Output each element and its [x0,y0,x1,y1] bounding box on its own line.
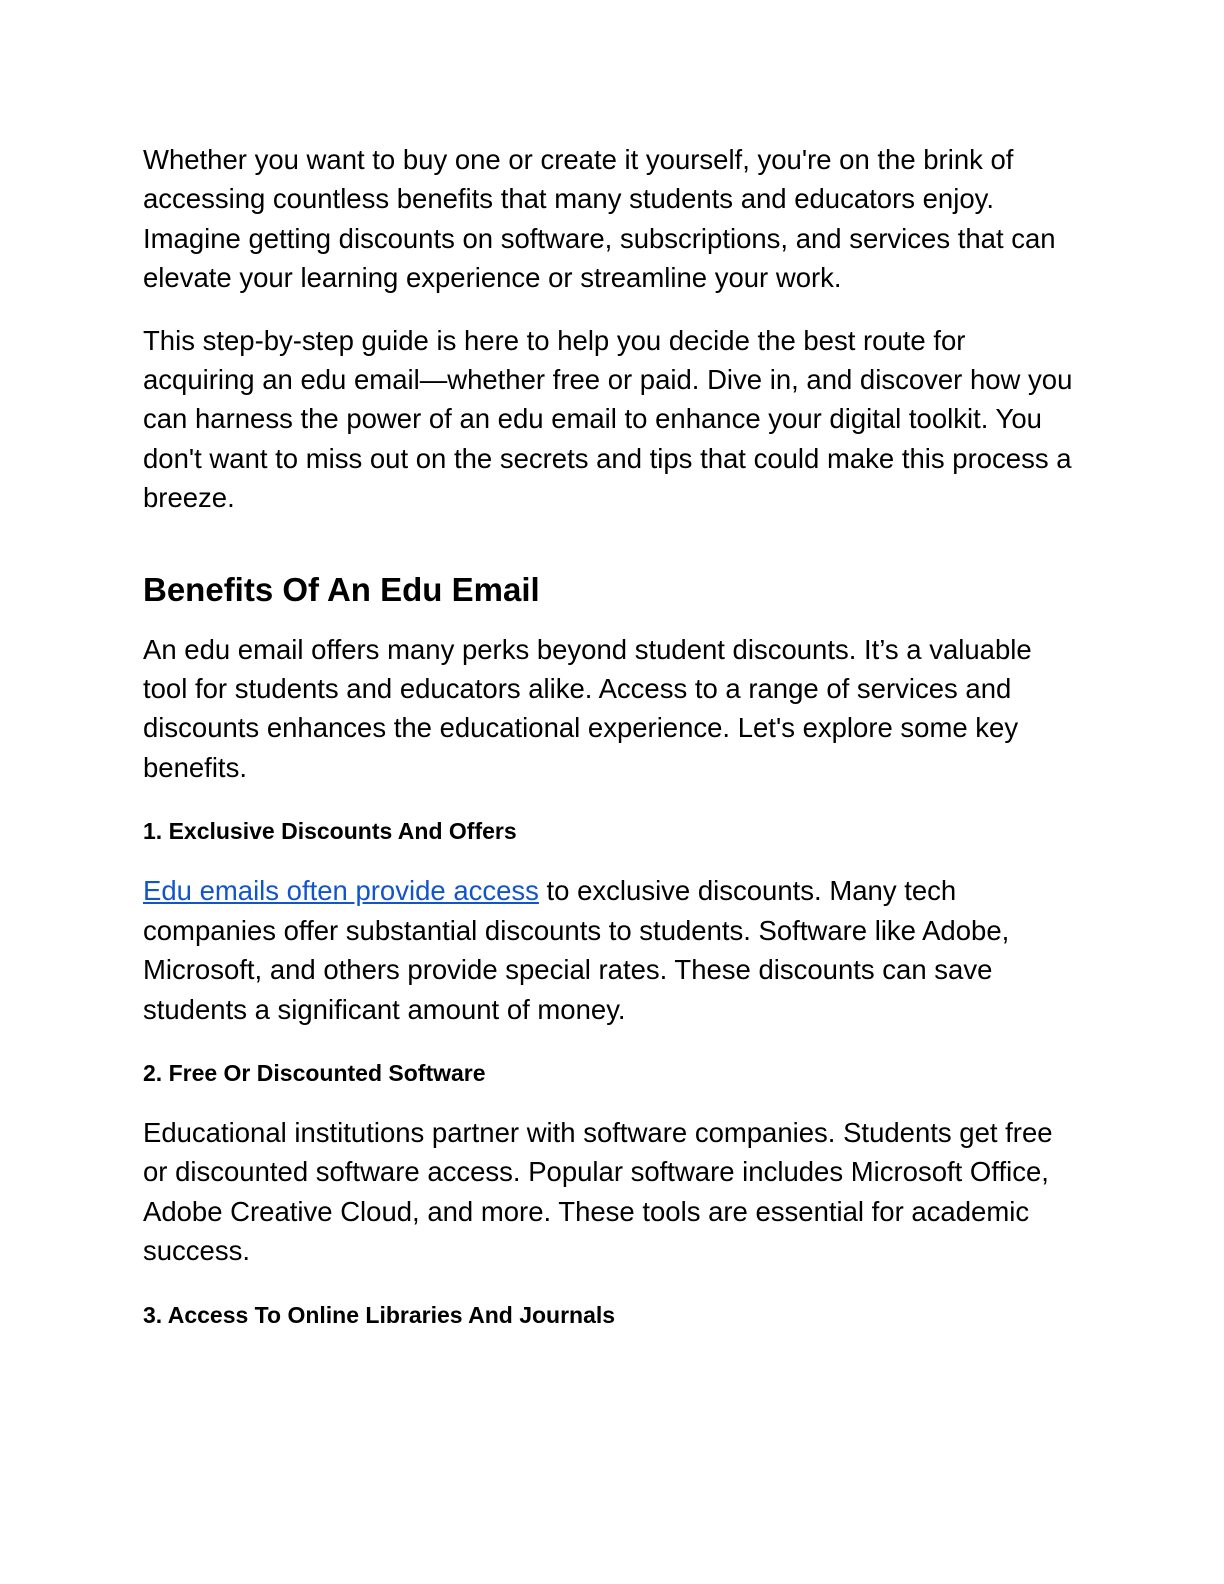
subsection-paragraph-1 [143,871,1078,1029]
subsection-heading-1: 1. Exclusive Discounts And Offers [143,818,517,845]
subsection-paragraph-1-text: to exclusive discounts. Many tech companies offer substantial discounts to students. Software like Adobe, Microsoft, and others provide special rates. These discounts can save students a significant amount of money. [143,875,1010,1025]
subsection-paragraph-2: Educational institutions partner with software companies. Students get free or discounted software access. Popular software includes Microsoft Office, Adobe Creative Cloud, and more. These tools are essential for academic success. [143,1116,1053,1267]
section-intro-paragraph: An edu email offers many perks beyond student discounts. It’s a valuable tool for students and educators alike. Access to a range of services and discounts enhances the educational experience. Let's explore some key benefits. [143,633,1032,783]
intro-paragraph-1: Whether you want to buy one or create it yourself, you're on the brink of accessing countless benefits that many students and educators enjoy. Imagine getting discounts on software, subscriptions, and services that can elevate your learning experience or streamline your work. [143,144,1056,294]
subsection-heading-2: 2. Free Or Discounted Software [143,1059,486,1086]
subsection-heading-3: 3. Access To Online Libraries And Journals [143,1301,616,1328]
intro-paragraph-2: This step-by-step guide is here to help you decide the best route for acquiring an edu email—whether free or paid. Dive in, and discover how you can harness the power of an edu email to enhance your digital toolkit. You don't want to miss out on the secrets and tips that could make this process a breeze. [143,324,1073,514]
edu-emails-link[interactable]: Edu emails often provide access [143,875,539,907]
section-heading: Benefits Of An Edu Email [143,570,540,608]
document-body [143,140,1078,1330]
